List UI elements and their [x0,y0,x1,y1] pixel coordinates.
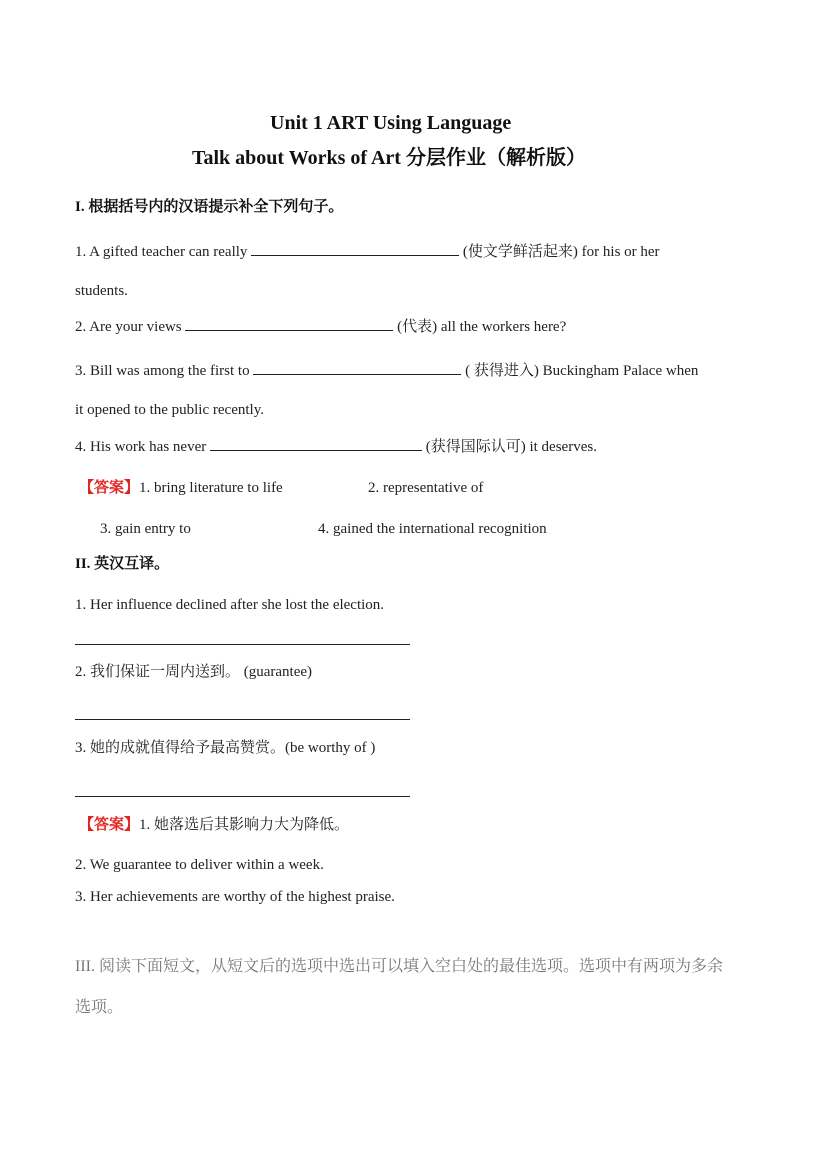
answer-label: 【答案】 [79,817,140,833]
answer-4: 4. gained the international recognition [318,521,547,537]
answer-line-3[interactable] [75,796,410,797]
answer-line-2[interactable] [75,719,410,720]
section-2-answer-3: 3. Her achievements are worthy of the highest praise. [75,889,395,905]
question-2-1: 1. Her influence declined after she lost the election. [75,597,385,613]
question-2-3: 3. 她的成就值得给予最高赞赏。(be worthy of ) [75,740,376,756]
section-1-answers-row-1 [79,479,283,497]
answer-line-1[interactable] [75,644,410,645]
question-1-4 [75,436,597,456]
answer-2: 2. representative of [368,480,484,496]
question-1-3-continued: it opened to the public recently. [75,402,264,418]
answer-blank[interactable] [185,316,393,331]
answer-blank[interactable] [210,436,422,451]
question-text: 4. His work has never [75,439,210,455]
question-2-2: 2. 我们保证一周内送到。 (guarantee) [75,664,313,680]
page-subtitle: Talk about Works of Art 分层作业（解析版） [192,147,586,169]
answer-blank[interactable] [251,241,459,256]
answer-text: 1. 她落选后其影响力大为降低。 [139,817,350,833]
page-title: Unit 1 ART Using Language [270,112,512,134]
section-3-instructions: III. 阅读下面短文，从短文后的选项中选出可以填入空白处的最佳选项。选项中有两项为多余 [75,958,723,975]
question-hint: (使文学鲜活起来) for his or her [459,244,660,260]
question-1-1-continued: students. [75,283,128,299]
question-text: 1. A gifted teacher can really [75,244,252,260]
question-hint: ( 获得进入) Buckingham Palace when [461,363,699,379]
answer-3: 3. gain entry to [100,521,191,537]
section-2-answer-2: 2. We guarantee to deliver within a week. [75,857,324,873]
question-text: 2. Are your views [75,319,186,335]
section-3-instructions-continued: 选项。 [75,999,124,1016]
question-text: 3. Bill was among the first to [75,363,254,379]
question-1-1 [75,241,660,261]
question-hint: (获得国际认可) it deserves. [421,439,597,455]
answer-label: 【答案】 [79,480,140,496]
answer-1: 1. bring literature to life [139,480,283,496]
question-hint: (代表) all the workers here? [393,319,567,335]
section-2-heading: II. 英汉互译。 [75,556,170,572]
section-2-answer-1 [79,816,349,834]
answer-blank[interactable] [253,360,461,375]
question-1-3 [75,360,698,380]
section-1-heading: I. 根据括号内的汉语提示补全下列句子。 [75,199,344,215]
question-1-2 [75,316,566,336]
